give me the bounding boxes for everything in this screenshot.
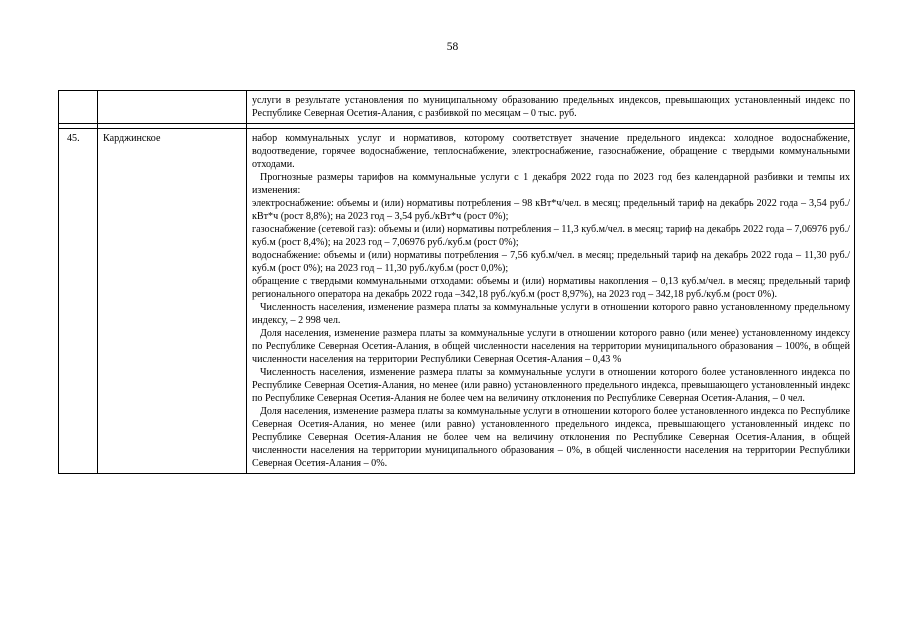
row-number: 45. bbox=[67, 133, 80, 144]
paragraph-tariff-forecast: Прогнозные размеры тарифов на коммунальные услуги с 1 декабря 2022 года по 2023 год без календарной разбивки и темпы их изменения: bbox=[252, 172, 850, 196]
paragraph-utility-set: набор коммунальных услуг и нормативов, которому соответствует значение предельного индекса: холодное водоснабжение, водоотведение, горячее водоснабжение, теплоснабжение, электроснабжение, газоснабжение, обращение с твердыми коммунальными отходами. bbox=[252, 133, 850, 170]
paragraph-gas: газоснабжение (сетевой газ): объемы и (или) нормативы потребления – 11,3 куб.м/чел. в месяц; тариф на декабрь 2022 года – 7,06976 руб./куб.м (рост 8,4%); на 2023 год – 7,06976 руб./куб.м (рост 0%); bbox=[252, 224, 850, 248]
paragraph-population-equal: Численность населения, изменение размера платы за коммунальные услуги в отношении которого равно установленному предельному индексу, – 2 998 чел. bbox=[252, 302, 850, 326]
document-table bbox=[58, 90, 855, 474]
table-row bbox=[59, 129, 855, 474]
description-cell bbox=[247, 129, 855, 474]
paragraph-share-above: Доля населения, изменение размера платы за коммунальные услуги в отношении которого более установленного индекса по Республике Северная Осетия-Алания, но менее (или равно) установленного предельного индекса, превышающего установленный индекс по Республике Северная Осетия-Алания не более чем на величину отклонения по Республике Северная Осетия-Алания, в общей численности населения на территории муниципального образования – 0%, в общей численности населения на территории Республики Северная Осетия-Алания – 0%. bbox=[252, 406, 850, 469]
municipality-cell bbox=[98, 129, 247, 474]
municipality-name: Карджинское bbox=[103, 133, 161, 144]
row-number-cell bbox=[59, 129, 98, 474]
description-cell bbox=[247, 91, 855, 124]
paragraph-share-equal: Доля населения, изменение размера платы за коммунальные услуги в отношении которого равно (или менее) установленному индексу по Республике Северная Осетия-Алания, в общей численности населения на территории муниципального образования – 100%, в общей численности населения на территории Республики Северная Осетия-Алания – 0,43 % bbox=[252, 328, 850, 365]
table-row bbox=[59, 91, 855, 124]
municipality-cell bbox=[98, 91, 247, 124]
paragraph-water: водоснабжение: объемы и (или) нормативы потребления – 7,56 куб.м/чел. в месяц; предельный тариф на декабрь 2022 года – 11,30 руб./куб.м (рост 0%); на 2023 год – 11,30 руб./куб.м (рост 0,0%); bbox=[252, 250, 850, 274]
paragraph-waste: обращение с твердыми коммунальными отходами: объемы и (или) нормативы накопления – 0,13 куб.м/чел. в месяц; предельный тариф регионального оператора на декабрь 2022 года –342,18 руб./куб.м (рост 8,97%), на 2023 год – 342,18 руб./куб.м (рост 0%). bbox=[252, 276, 850, 300]
paragraph-population-above: Численность населения, изменение размера платы за коммунальные услуги в отношении которого более установленного индекса по Республике Северная Осетия-Алания, но менее (или равно) установленного предельного индекса, превышающего установленный индекс по Республике Северная Осетия-Алания не более чем на величину отклонения по Республике Северная Осетия-Алания, – 0 чел. bbox=[252, 367, 850, 404]
paragraph: услуги в результате установления по муниципальному образованию предельных индексов, превышающих установленный индекс по Республике Северная Осетия-Алания, с разбивкой по месяцам – 0 тыс. руб. bbox=[252, 95, 850, 119]
row-number-cell bbox=[59, 91, 98, 124]
municipality-name bbox=[98, 91, 246, 94]
page-number: 58 bbox=[446, 41, 459, 53]
row-number bbox=[59, 91, 97, 94]
paragraph-electricity: электроснабжение: объемы и (или) нормативы потребления – 98 кВт*ч/чел. в месяц; предельный тариф на декабрь 2022 года – 3,54 руб./кВт*ч (рост 8,8%); на 2023 год – 3,54 руб./кВт*ч (рост 0%); bbox=[252, 198, 850, 222]
